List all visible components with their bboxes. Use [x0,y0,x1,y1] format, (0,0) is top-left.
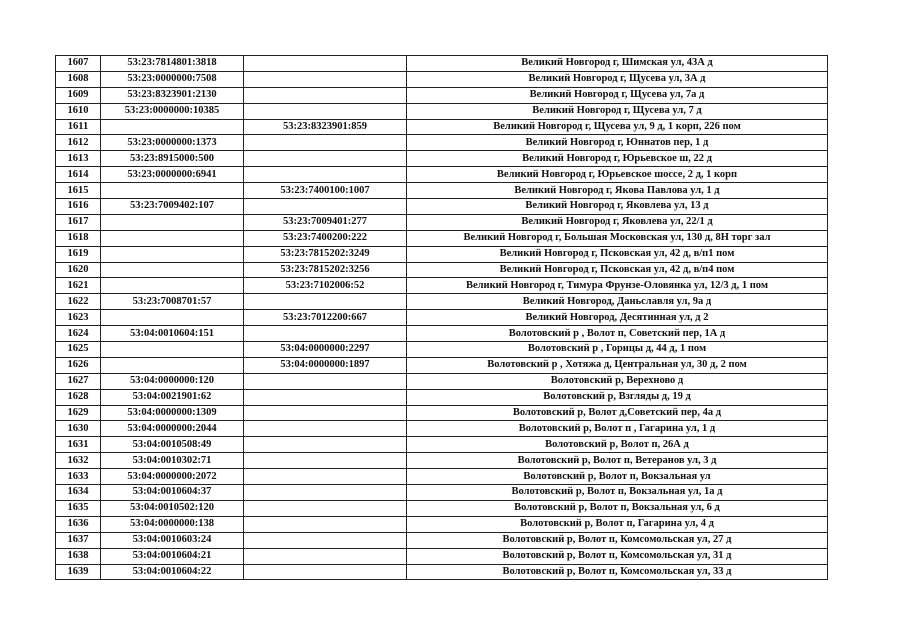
premises-cadastral-number-cell [244,437,407,453]
premises-cadastral-number-cell: 53:23:7012200:667 [244,310,407,326]
table-row [56,373,828,389]
premises-cadastral-number-cell: 53:23:7009401:277 [244,214,407,230]
cadastral-number-cell: 53:23:0000000:7508 [101,71,244,87]
row-number-cell: 1618 [56,230,101,246]
cadastral-number-cell [101,357,244,373]
registry-table-body [56,56,828,580]
premises-cadastral-number-cell [244,87,407,103]
address-cell: Великий Новгород г, Щусева ул, 7а д [407,87,828,103]
row-number-cell: 1637 [56,532,101,548]
address-cell: Волотовский р, Волот п, Комсомольская ул, 31 д [407,548,828,564]
premises-cadastral-number-cell [244,564,407,580]
cadastral-number-cell: 53:23:8323901:2130 [101,87,244,103]
cadastral-number-cell [101,262,244,278]
cadastral-number-cell: 53:04:0000000:2072 [101,469,244,485]
row-number-cell: 1635 [56,500,101,516]
table-row [56,71,828,87]
row-number-cell: 1612 [56,135,101,151]
premises-cadastral-number-cell [244,389,407,405]
table-row [56,183,828,199]
row-number-cell: 1616 [56,199,101,215]
cadastral-number-cell: 53:04:0010603:24 [101,532,244,548]
table-row [56,342,828,358]
premises-cadastral-number-cell [244,516,407,532]
address-cell: Великий Новгород г, Юрьевское ш, 22 д [407,151,828,167]
row-number-cell: 1625 [56,342,101,358]
address-cell: Волотовский р, Волот п , Гагарина ул, 1 д [407,421,828,437]
premises-cadastral-number-cell [244,56,407,72]
premises-cadastral-number-cell [244,167,407,183]
row-number-cell: 1636 [56,516,101,532]
cadastral-number-cell [101,342,244,358]
table-row [56,230,828,246]
address-cell: Волотовский р, Волот п, Комсомольская ул, 27 д [407,532,828,548]
row-number-cell: 1631 [56,437,101,453]
address-cell: Великий Новгород г, Юннатов пер, 1 д [407,135,828,151]
premises-cadastral-number-cell [244,485,407,501]
address-cell: Волотовский р , Волот п, Советский пер, 1А д [407,326,828,342]
address-cell: Волотовский р, Волот п, Комсомольская ул, 33 д [407,564,828,580]
cadastral-number-cell [101,214,244,230]
cadastral-number-cell: 53:23:0000000:10385 [101,103,244,119]
table-row [56,278,828,294]
cadastral-number-cell: 53:04:0010302:71 [101,453,244,469]
row-number-cell: 1615 [56,183,101,199]
address-cell: Великий Новгород г, Псковская ул, 42 д, в/п4 пом [407,262,828,278]
cadastral-number-cell: 53:23:0000000:6941 [101,167,244,183]
table-row [56,357,828,373]
table-row [56,262,828,278]
cadastral-number-cell: 53:23:0000000:1373 [101,135,244,151]
row-number-cell: 1607 [56,56,101,72]
premises-cadastral-number-cell [244,71,407,87]
row-number-cell: 1629 [56,405,101,421]
cadastral-number-cell: 53:04:0010502:120 [101,500,244,516]
premises-cadastral-number-cell: 53:04:0000000:2297 [244,342,407,358]
row-number-cell: 1621 [56,278,101,294]
premises-cadastral-number-cell [244,135,407,151]
address-cell: Великий Новгород, Даньславля ул, 9а д [407,294,828,310]
cadastral-number-cell [101,119,244,135]
address-cell: Волотовский р , Горицы д, 44 д, 1 пом [407,342,828,358]
premises-cadastral-number-cell [244,326,407,342]
premises-cadastral-number-cell [244,103,407,119]
premises-cadastral-number-cell [244,500,407,516]
table-row [56,103,828,119]
row-number-cell: 1611 [56,119,101,135]
row-number-cell: 1626 [56,357,101,373]
premises-cadastral-number-cell [244,421,407,437]
address-cell: Великий Новгород г, Псковская ул, 42 д, в/п1 пом [407,246,828,262]
table-row [56,485,828,501]
address-cell: Волотовский р, Волот п, Гагарина ул, 4 д [407,516,828,532]
row-number-cell: 1614 [56,167,101,183]
cadastral-number-cell: 53:04:0010604:37 [101,485,244,501]
cadastral-number-cell: 53:04:0010604:22 [101,564,244,580]
address-cell: Великий Новгород, Десятинная ул, д 2 [407,310,828,326]
table-row [56,151,828,167]
table-row [56,214,828,230]
row-number-cell: 1638 [56,548,101,564]
table-row [56,532,828,548]
address-cell: Великий Новгород г, Юрьевское шоссе, 2 д, 1 корп [407,167,828,183]
premises-cadastral-number-cell [244,373,407,389]
row-number-cell: 1620 [56,262,101,278]
table-row [56,326,828,342]
row-number-cell: 1628 [56,389,101,405]
premises-cadastral-number-cell [244,294,407,310]
cadastral-number-cell: 53:04:0010508:49 [101,437,244,453]
premises-cadastral-number-cell [244,151,407,167]
address-cell: Великий Новгород г, Щусева ул, 7 д [407,103,828,119]
table-row [56,421,828,437]
cadastral-number-cell: 53:04:0021901:62 [101,389,244,405]
premises-cadastral-number-cell: 53:04:0000000:1897 [244,357,407,373]
table-row [56,294,828,310]
premises-cadastral-number-cell: 53:23:7102006:52 [244,278,407,294]
row-number-cell: 1609 [56,87,101,103]
table-row [56,500,828,516]
row-number-cell: 1619 [56,246,101,262]
address-cell: Великий Новгород г, Яковлева ул, 22/1 д [407,214,828,230]
table-row [56,246,828,262]
row-number-cell: 1630 [56,421,101,437]
premises-cadastral-number-cell: 53:23:7815202:3256 [244,262,407,278]
table-row [56,564,828,580]
cadastral-number-cell [101,278,244,294]
premises-cadastral-number-cell: 53:23:7400100:1007 [244,183,407,199]
table-row [56,167,828,183]
registry-table [55,55,828,580]
table-row [56,548,828,564]
cadastral-number-cell: 53:04:0000000:138 [101,516,244,532]
address-cell: Великий Новгород г, Щусева ул, 3А д [407,71,828,87]
table-row [56,310,828,326]
table-row [56,437,828,453]
cadastral-number-cell [101,230,244,246]
row-number-cell: 1639 [56,564,101,580]
row-number-cell: 1617 [56,214,101,230]
table-row [56,469,828,485]
address-cell: Волотовский р, Волот д,Советский пер, 4а д [407,405,828,421]
row-number-cell: 1610 [56,103,101,119]
address-cell: Великий Новгород г, Якова Павлова ул, 1 д [407,183,828,199]
cadastral-number-cell [101,183,244,199]
cadastral-number-cell: 53:04:0000000:120 [101,373,244,389]
address-cell: Волотовский р , Хотяжа д, Центральная ул, 30 д, 2 пом [407,357,828,373]
row-number-cell: 1632 [56,453,101,469]
premises-cadastral-number-cell: 53:23:8323901:859 [244,119,407,135]
table-row [56,199,828,215]
address-cell: Волотовский р, Волот п, Вокзальная ул, 1а д [407,485,828,501]
cadastral-number-cell [101,310,244,326]
address-cell: Великий Новгород г, Большая Московская ул, 130 д, 8Н торг зал [407,230,828,246]
row-number-cell: 1608 [56,71,101,87]
table-row [56,516,828,532]
cadastral-number-cell: 53:23:7008701:57 [101,294,244,310]
address-cell: Волотовский р, Волот п, Ветеранов ул, 3 д [407,453,828,469]
cadastral-number-cell: 53:04:0000000:1309 [101,405,244,421]
cadastral-number-cell: 53:04:0000000:2044 [101,421,244,437]
row-number-cell: 1634 [56,485,101,501]
cadastral-number-cell: 53:04:0010604:21 [101,548,244,564]
address-cell: Великий Новгород г, Тимура Фрунзе-Оловянка ул, 12/3 д, 1 пом [407,278,828,294]
cadastral-number-cell: 53:23:8915000:500 [101,151,244,167]
premises-cadastral-number-cell: 53:23:7815202:3249 [244,246,407,262]
address-cell: Волотовский р, Волот п, 26А д [407,437,828,453]
address-cell: Великий Новгород г, Щусева ул, 9 д, 1 корп, 226 пом [407,119,828,135]
table-row [56,405,828,421]
premises-cadastral-number-cell [244,532,407,548]
address-cell: Волотовский р, Верехново д [407,373,828,389]
premises-cadastral-number-cell [244,453,407,469]
table-row [56,389,828,405]
row-number-cell: 1613 [56,151,101,167]
row-number-cell: 1633 [56,469,101,485]
premises-cadastral-number-cell [244,405,407,421]
premises-cadastral-number-cell [244,469,407,485]
cadastral-number-cell: 53:04:0010604:151 [101,326,244,342]
premises-cadastral-number-cell [244,199,407,215]
table-row [56,135,828,151]
document-page [55,55,827,580]
table-row [56,453,828,469]
cadastral-number-cell: 53:23:7814801:3818 [101,56,244,72]
address-cell: Волотовский р, Взгляды д, 19 д [407,389,828,405]
row-number-cell: 1622 [56,294,101,310]
table-row [56,119,828,135]
premises-cadastral-number-cell [244,548,407,564]
row-number-cell: 1623 [56,310,101,326]
table-row [56,87,828,103]
table-row [56,56,828,72]
cadastral-number-cell: 53:23:7009402:107 [101,199,244,215]
row-number-cell: 1624 [56,326,101,342]
address-cell: Волотовский р, Волот п, Вокзальная ул, 6 д [407,500,828,516]
row-number-cell: 1627 [56,373,101,389]
premises-cadastral-number-cell: 53:23:7400200:222 [244,230,407,246]
cadastral-number-cell [101,246,244,262]
address-cell: Великий Новгород г, Шимская ул, 43А д [407,56,828,72]
address-cell: Великий Новгород г, Яковлева ул, 13 д [407,199,828,215]
address-cell: Волотовский р, Волот п, Вокзальная ул [407,469,828,485]
